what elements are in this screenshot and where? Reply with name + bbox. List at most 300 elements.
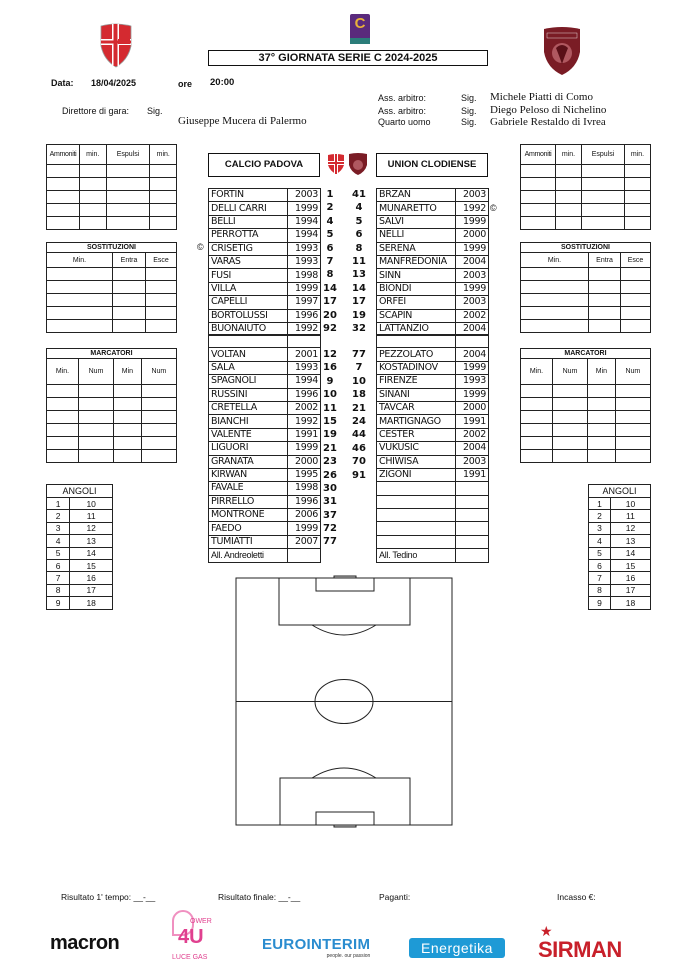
corner-cell[interactable]: 9 [589,597,611,609]
player-name: VUKUSIC [377,442,456,455]
shirt-number: 5 [326,229,334,241]
cell[interactable] [141,398,176,411]
player-name: TAVCAR [377,401,456,414]
cell[interactable] [621,320,651,333]
player-row [377,269,489,282]
league-logo: C [350,14,370,44]
corner-cell[interactable]: 4 [47,535,70,547]
cell[interactable] [80,178,107,191]
date-value: 18/04/2025 [91,78,137,88]
player-row [209,269,321,282]
player-birth-year: 1998 [288,269,321,282]
col-min: Min [588,359,615,385]
cell[interactable] [146,307,177,320]
cell[interactable] [146,320,177,333]
player-birth-year: 1992 [456,202,489,215]
cell[interactable] [556,204,582,217]
player-row [209,509,321,522]
cell[interactable] [625,204,651,217]
player-row [377,361,489,374]
sponsor-eurointerim-logo [262,936,370,959]
player-row [377,202,489,215]
cell[interactable] [47,450,79,463]
cell[interactable] [556,191,582,204]
corner-cell[interactable]: 12 [70,522,113,534]
cell[interactable] [78,411,113,424]
cell[interactable] [615,398,650,411]
player-name: BIONDI [377,282,456,295]
cell[interactable] [556,178,582,191]
shirt-number: 2 [326,202,334,214]
corner-cell[interactable]: 15 [70,559,113,571]
final-result[interactable]: Risultato finale: __-__ [218,892,301,902]
player-birth-year [456,495,489,508]
cell[interactable] [625,178,651,191]
player-row [209,361,321,374]
corner-cell[interactable]: 2 [47,510,70,522]
player-birth-year: 2006 [288,509,321,522]
player-birth-year: 1999 [288,522,321,535]
coach-name: All. Andreoletti [209,549,288,562]
cell[interactable] [588,385,615,398]
player-name: VILLA [209,282,288,295]
player-name: SALA [209,361,288,374]
player-name: MUNARETTO [377,202,456,215]
takings[interactable]: Incasso €: [557,892,596,902]
corner-cell[interactable]: 17 [610,584,650,596]
cell[interactable] [106,191,150,204]
player-birth-year: 1993 [288,361,321,374]
cell[interactable] [589,294,621,307]
player-name: FUSI [209,269,288,282]
player-row [209,482,321,495]
corner-cell[interactable]: 18 [70,597,113,609]
player-name: NELLI [377,229,456,242]
cell[interactable] [581,217,624,230]
cell[interactable] [78,450,113,463]
cell[interactable] [615,385,650,398]
cell[interactable] [521,307,589,320]
home-starters-table [208,188,321,336]
cell[interactable] [47,385,79,398]
player-row [377,215,489,228]
cell[interactable] [621,307,651,320]
corner-cell[interactable]: 3 [589,522,611,534]
cell[interactable] [521,450,553,463]
cell[interactable] [552,437,587,450]
cell[interactable] [521,217,556,230]
player-name: RUSSINI [209,388,288,401]
cell[interactable] [581,178,624,191]
pitch-diagram[interactable] [234,575,456,836]
cell[interactable] [146,294,177,307]
shirt-number: 19 [323,429,337,441]
cell[interactable] [615,411,650,424]
shirt-number: 10 [352,375,366,387]
cell[interactable] [47,281,113,294]
cell[interactable] [113,307,146,320]
cell[interactable] [521,411,553,424]
cell[interactable] [552,398,587,411]
cell[interactable] [589,320,621,333]
cell[interactable] [589,268,621,281]
paying-spectators[interactable]: Paganti: [379,892,411,902]
col-min: min. [150,145,177,165]
player-birth-year: 1999 [288,202,321,215]
corner-cell[interactable]: 11 [70,510,113,522]
player-name: FAEDO [209,522,288,535]
player-birth-year: 2001 [288,348,321,361]
shirt-number: 30 [323,482,337,494]
corner-cell[interactable]: 10 [610,498,650,510]
shirt-number [348,522,370,535]
cell[interactable] [150,217,177,230]
player-birth-year: 2004 [456,322,489,335]
player-birth-year: 1992 [288,322,321,335]
cell[interactable] [47,437,79,450]
cell[interactable] [521,294,589,307]
cell[interactable] [106,217,150,230]
cell[interactable] [556,165,582,178]
shirt-number: 31 [323,496,337,508]
shirt-number: 19 [352,309,366,321]
sirman-text: SIRMAN [538,937,622,962]
corner-cell[interactable]: 7 [589,572,611,584]
shirt-number: 20 [323,309,337,321]
cell[interactable] [146,268,177,281]
player-name [377,495,456,508]
player-name: MANFREDONIA [377,255,456,268]
player-row [209,522,321,535]
cell[interactable] [588,398,615,411]
official-3-role: Quarto uomo [378,117,431,127]
eurointerim-tagline: people. our passion [326,953,371,959]
cell[interactable] [588,424,615,437]
cell[interactable] [521,385,553,398]
shirt-number: 32 [352,322,366,334]
player-birth-year: 1993 [288,242,321,255]
cell[interactable] [150,204,177,217]
home-mini-crest [327,153,345,180]
cell[interactable] [78,437,113,450]
corner-cell[interactable]: 4 [589,535,611,547]
cell[interactable] [521,204,556,217]
cell[interactable] [78,424,113,437]
official-3-name: Gabriele Restaldo di Ivrea [490,116,606,128]
cell[interactable] [80,165,107,178]
player-row [377,428,489,441]
cell[interactable] [106,178,150,191]
cell[interactable] [47,268,113,281]
cell[interactable] [114,398,141,411]
shirt-number [348,482,370,495]
player-name: CRISETIG [209,242,288,255]
corner-cell[interactable]: 16 [610,572,650,584]
player-birth-year: 2004 [456,255,489,268]
player-birth-year: 1992 [288,415,321,428]
cell[interactable] [141,424,176,437]
cell[interactable] [47,217,80,230]
player-name: CHIWISA [377,455,456,468]
cell[interactable] [106,165,150,178]
eurointerim-text: EUROINTERIM [262,936,371,953]
cell[interactable] [521,281,589,294]
cell[interactable] [141,437,176,450]
corner-cell[interactable]: 17 [70,584,113,596]
power4u-line1: OWER [190,918,212,925]
cell[interactable] [141,450,176,463]
shirt-number: 37 [323,509,337,521]
player-name: FAVALE [209,482,288,495]
cell[interactable] [78,385,113,398]
player-birth-year [456,535,489,548]
shirt-number: 13 [352,269,366,281]
cell[interactable] [556,217,582,230]
player-birth-year: 2003 [288,189,321,202]
corner-cell[interactable]: 1 [47,498,70,510]
first-half-result[interactable]: Risultato 1' tempo: __-__ [61,892,156,902]
shirt-number: 23 [323,456,337,468]
player-row [377,255,489,268]
away-discipline-table [520,144,651,230]
corner-cell[interactable]: 12 [610,522,650,534]
cell[interactable] [521,320,589,333]
shirt-number: 8 [326,269,334,281]
player-name: SPAGNOLI [209,375,288,388]
player-row [377,509,489,522]
player-birth-year: 2004 [456,348,489,361]
player-birth-year: 1999 [288,282,321,295]
cell[interactable] [521,191,556,204]
cell[interactable] [552,385,587,398]
cell[interactable] [114,411,141,424]
corner-cell[interactable]: 13 [610,535,650,547]
corner-cell[interactable]: 5 [47,547,70,559]
player-row [377,455,489,468]
away-subs-table [520,242,651,333]
cell[interactable] [588,437,615,450]
cell[interactable] [581,204,624,217]
cell[interactable] [47,307,113,320]
cell[interactable] [552,450,587,463]
cell[interactable] [146,281,177,294]
cell[interactable] [47,191,80,204]
player-row [209,242,321,255]
corner-cell[interactable]: 6 [589,559,611,571]
corner-cell[interactable]: 13 [70,535,113,547]
player-row [209,296,321,309]
shirt-number: 8 [355,242,363,254]
cell[interactable] [615,437,650,450]
corner-cell[interactable]: 14 [70,547,113,559]
player-name: LIGUORI [209,442,288,455]
cell[interactable] [581,165,624,178]
cell[interactable] [114,424,141,437]
shirt-number: 77 [352,349,366,360]
cell[interactable] [581,191,624,204]
corner-cell[interactable]: 1 [589,498,611,510]
cell[interactable] [47,411,79,424]
shirt-number: 4 [326,215,334,227]
cell[interactable] [521,398,553,411]
player-row [377,522,489,535]
away-team-name: UNION CLODIENSE [376,153,488,177]
corner-cell[interactable]: 6 [47,559,70,571]
col-espulsi: Espulsi [106,145,150,165]
corner-cell[interactable]: 14 [610,547,650,559]
player-row [377,282,489,295]
cell[interactable] [150,178,177,191]
corner-cell[interactable]: 18 [610,597,650,609]
cell[interactable] [47,178,80,191]
cell[interactable] [589,281,621,294]
cell[interactable] [588,411,615,424]
player-name: BUONAIUTO [209,322,288,335]
player-birth-year: 1996 [288,309,321,322]
corners-title: ANGOLI [47,485,113,498]
shirt-number: 70 [352,456,366,468]
sponsor-sirman-logo [538,923,622,963]
player-birth-year: 1999 [288,442,321,455]
shirt-number: 92 [323,322,337,334]
col-espulsi: Espulsi [581,145,624,165]
cell[interactable] [47,398,79,411]
cell[interactable] [150,165,177,178]
shirt-number: 14 [352,282,366,294]
cell[interactable] [80,217,107,230]
cell[interactable] [47,320,113,333]
player-row [209,468,321,481]
player-row [377,535,489,548]
cell[interactable] [47,294,113,307]
roster-empty-cell [456,549,489,562]
cell[interactable] [78,398,113,411]
cell[interactable] [521,165,556,178]
cell[interactable] [625,217,651,230]
player-name: ORFEI [377,296,456,309]
cell[interactable] [625,191,651,204]
cell[interactable] [47,424,79,437]
cell[interactable] [521,268,589,281]
cell[interactable] [113,320,146,333]
shirt-number: 72 [323,523,337,535]
subs-title: SOSTITUZIONI [47,243,177,253]
home-starter-numbers [319,188,341,335]
scorers-title: MARCATORI [521,349,651,359]
cell[interactable] [521,424,553,437]
player-birth-year: 1994 [288,375,321,388]
player-birth-year: 1996 [288,388,321,401]
shirt-number: 10 [323,389,337,401]
home-bench-table [208,334,321,563]
cell[interactable] [552,424,587,437]
player-name: FORTIN [209,189,288,202]
corner-cell[interactable]: 2 [589,510,611,522]
cell[interactable] [150,191,177,204]
player-name: CRETELLA [209,401,288,414]
cell[interactable] [588,450,615,463]
corner-cell[interactable]: 8 [47,584,70,596]
cell[interactable] [80,204,107,217]
subs-title: SOSTITUZIONI [521,243,651,253]
away-scorers-table [520,348,651,463]
player-row [377,229,489,242]
cell[interactable] [521,437,553,450]
shirt-number: 17 [352,296,366,308]
cell[interactable] [621,281,651,294]
player-birth-year: 1999 [456,361,489,374]
player-name [377,509,456,522]
col-min: min. [556,145,582,165]
cell[interactable] [113,281,146,294]
corner-cell[interactable]: 11 [610,510,650,522]
cell[interactable] [589,307,621,320]
power4u-line3: LUCE GAS [172,954,208,961]
away-starters-table [376,188,489,336]
cell[interactable] [621,294,651,307]
shirt-number [348,535,370,548]
corner-cell[interactable]: 10 [70,498,113,510]
cell[interactable] [114,450,141,463]
player-name: BORTOLUSSI [209,309,288,322]
col-num: Num [615,359,650,385]
cell[interactable] [114,385,141,398]
corner-cell[interactable]: 15 [610,559,650,571]
cell[interactable] [621,268,651,281]
player-row [377,495,489,508]
player-birth-year: 1996 [288,495,321,508]
cell[interactable] [141,385,176,398]
cell[interactable] [114,437,141,450]
player-name [377,535,456,548]
player-birth-year: 2000 [288,455,321,468]
cell[interactable] [552,411,587,424]
corner-cell[interactable]: 8 [589,584,611,596]
official-1-sig: Sig. [461,93,477,103]
cell[interactable] [615,450,650,463]
cell[interactable] [615,424,650,437]
away-bench-numbers [348,348,370,549]
col-min: Min. [521,253,589,268]
corner-cell[interactable]: 5 [589,547,611,559]
roster-empty-cell [456,335,489,348]
player-row [377,189,489,202]
shirt-number: 17 [323,296,337,308]
player-name: BRZAN [377,189,456,202]
cell[interactable] [113,268,146,281]
sponsor-macron-logo: macron [50,932,120,954]
cell[interactable] [106,204,150,217]
corner-cell[interactable]: 7 [47,572,70,584]
cell[interactable] [47,165,80,178]
corner-cell[interactable]: 9 [47,597,70,609]
corner-cell[interactable]: 3 [47,522,70,534]
cell[interactable] [521,178,556,191]
player-birth-year: 1993 [288,255,321,268]
player-name: VALENTE [209,428,288,441]
player-row [209,495,321,508]
date-label: Data: [51,78,74,88]
corner-cell[interactable]: 16 [70,572,113,584]
cell[interactable] [47,204,80,217]
col-ammoniti: Ammoniti [47,145,80,165]
cell[interactable] [80,191,107,204]
cell[interactable] [141,411,176,424]
cell[interactable] [625,165,651,178]
player-row [377,375,489,388]
match-title: 37° GIORNATA SERIE C 2024-2025 [208,50,488,66]
cell[interactable] [113,294,146,307]
